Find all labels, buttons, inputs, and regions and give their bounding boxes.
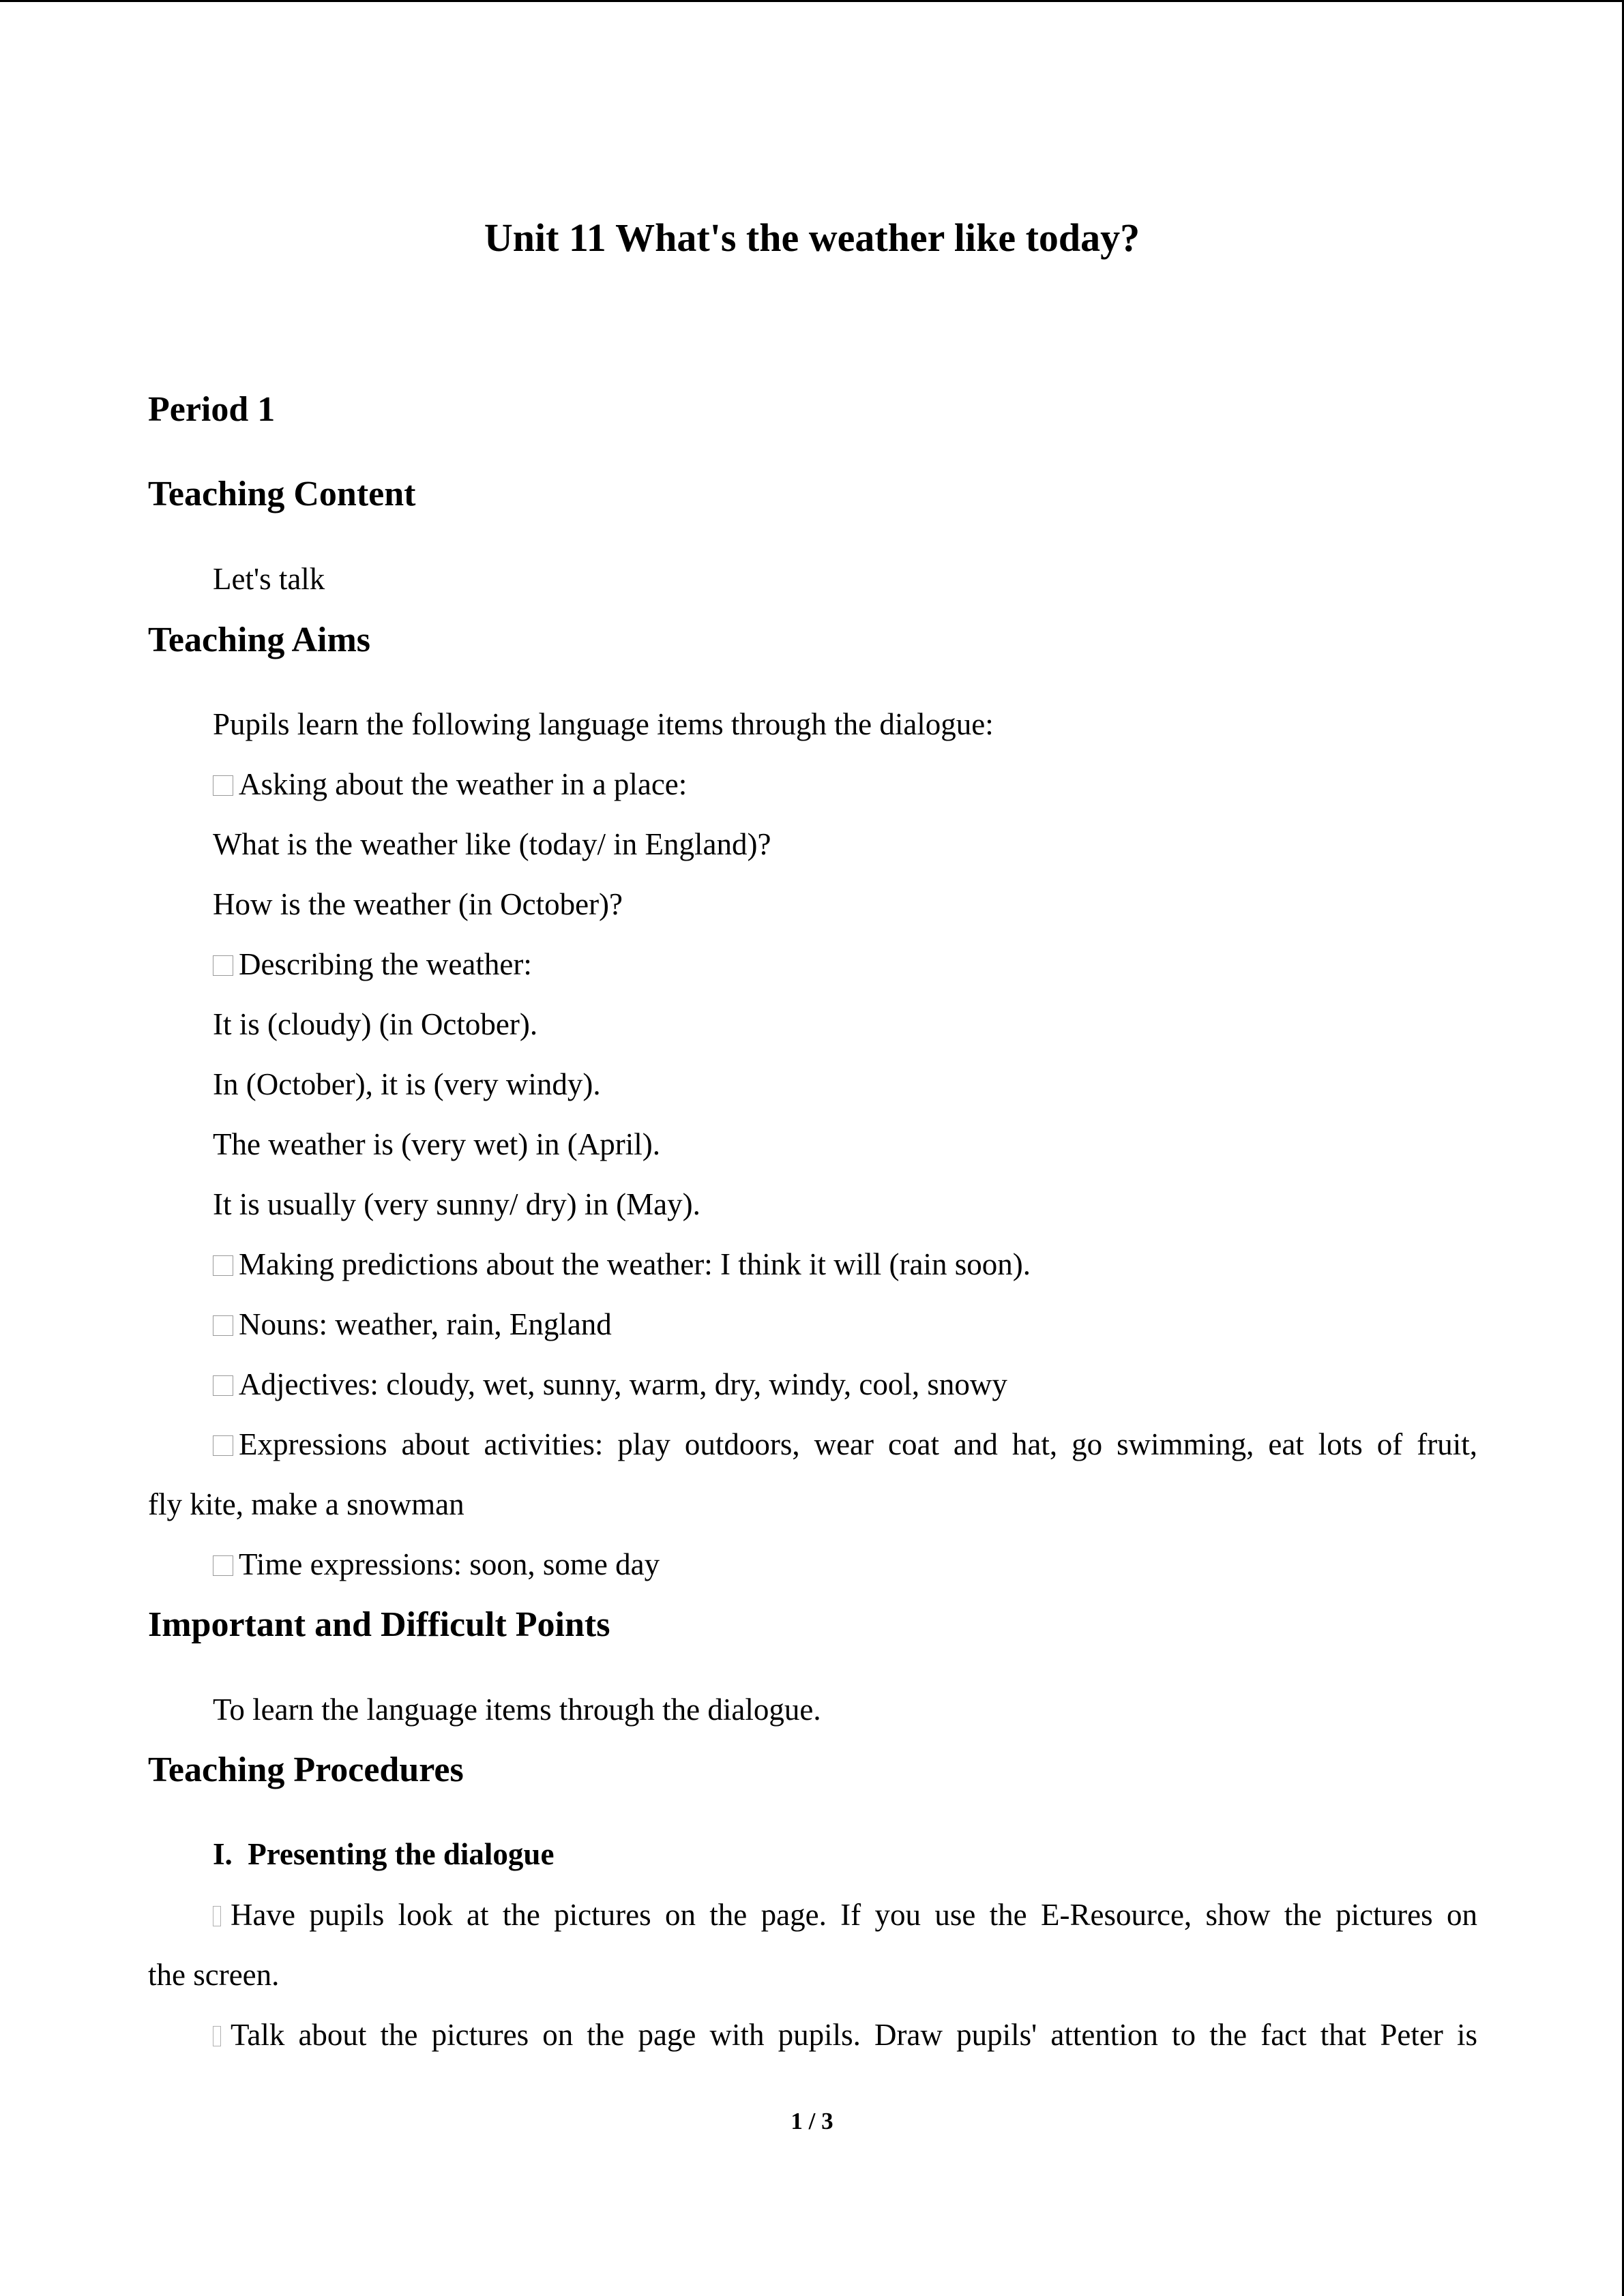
aims-list-item	[213, 1547, 660, 1582]
checkbox-icon	[213, 955, 233, 976]
aims-describing-example-4: It is usually (very sunny/ dry) in (May).	[213, 1187, 700, 1221]
procedure-item1-line2: the screen.	[148, 1958, 280, 1992]
teaching-aims-heading: Teaching Aims	[148, 621, 371, 659]
aims-describing-example-2: In (October), it is (very windy).	[213, 1067, 601, 1101]
procedure-item	[213, 1897, 1477, 1933]
bullet-icon	[213, 2026, 221, 2046]
bullet-icon	[213, 1906, 221, 1926]
aims-describing-example-3: The weather is (very wet) in (April).	[213, 1127, 660, 1161]
aims-list-item	[213, 1427, 1477, 1462]
aims-nouns: Nouns: weather, rain, England	[239, 1307, 612, 1341]
procedure-step-number: I.	[213, 1837, 233, 1871]
procedure-step-title: Presenting the dialogue	[248, 1837, 555, 1871]
teaching-content-text: Let's talk	[213, 562, 325, 596]
page-number: 1 / 3	[791, 2108, 833, 2134]
checkbox-icon	[213, 1375, 233, 1396]
important-points-heading: Important and Difficult Points	[148, 1605, 610, 1644]
procedure-item	[213, 2017, 1477, 2053]
aims-list-item	[213, 1367, 1007, 1402]
important-points-text: To learn the language items through the dialogue.	[213, 1693, 821, 1727]
aims-time-expressions: Time expressions: soon, some day	[239, 1547, 660, 1581]
aims-list-item	[213, 1247, 1031, 1282]
document-title: Unit 11 What's the weather like today?	[484, 215, 1140, 260]
checkbox-icon	[213, 775, 233, 796]
checkbox-icon	[213, 1435, 233, 1456]
aims-expressions-line1: Expressions about activities: play outdoors, wear coat and hat, go swimming, eat lots of fruit,	[239, 1427, 1477, 1461]
aims-asking-example-1: What is the weather like (today/ in England)?	[213, 827, 771, 861]
aims-describing-label: Describing the weather:	[239, 947, 532, 981]
teaching-content-heading: Teaching Content	[148, 475, 416, 513]
checkbox-icon	[213, 1255, 233, 1276]
procedure-item1-line1: Have pupils look at the pictures on the page. If you use the E-Resource, show the pictures on	[231, 1898, 1477, 1932]
aims-list-item	[213, 1307, 612, 1342]
aims-list-item	[213, 946, 532, 982]
aims-list-item	[213, 766, 687, 802]
procedure-item2-line1: Talk about the pictures on the page with pupils. Draw pupils' attention to the fact that Peter is	[231, 2018, 1477, 2052]
aims-predictions: Making predictions about the weather: I think it will (rain soon).	[239, 1247, 1031, 1281]
aims-describing-example-1: It is (cloudy) (in October).	[213, 1007, 538, 1041]
aims-intro: Pupils learn the following language items through the dialogue:	[213, 707, 994, 741]
aims-asking-label: Asking about the weather in a place:	[239, 767, 688, 801]
period-heading: Period 1	[148, 390, 276, 429]
teaching-procedures-heading: Teaching Procedures	[148, 1750, 464, 1789]
procedure-step-heading	[213, 1836, 554, 1872]
checkbox-icon	[213, 1315, 233, 1336]
aims-adjectives: Adjectives: cloudy, wet, sunny, warm, dry, windy, cool, snowy	[239, 1367, 1007, 1401]
aims-expressions-line2: fly kite, make a snowman	[148, 1487, 464, 1521]
aims-asking-example-2: How is the weather (in October)?	[213, 887, 623, 921]
checkbox-icon	[213, 1555, 233, 1576]
